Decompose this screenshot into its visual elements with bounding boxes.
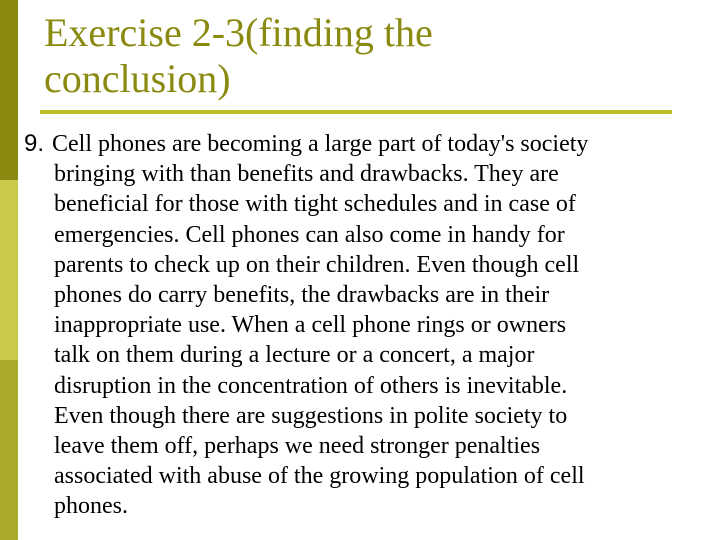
paragraph-line: emergencies. Cell phones can also come in handy for [54, 221, 565, 248]
paragraph-line: phones do carry benefits, the drawbacks are in their [54, 282, 550, 309]
paragraph-line: bringing with than benefits and drawbacks. They are [54, 161, 559, 188]
paragraph-line: phones. [54, 493, 128, 520]
paragraph-line-text: Cell phones are becoming a large part of today's society [52, 131, 589, 157]
slide-title [44, 10, 604, 102]
left-accent-bar [0, 0, 18, 540]
accent-bar-segment-middle [0, 180, 18, 360]
item-number: 9. [24, 130, 45, 157]
title-underline-rule [40, 110, 672, 114]
paragraph-line: beneficial for those with tight schedules and in case of [54, 191, 576, 218]
accent-bar-segment-top [0, 0, 18, 180]
paragraph-line [24, 129, 696, 159]
exercise-paragraph [24, 129, 696, 522]
paragraph-line: Even though there are suggestions in polite society to [54, 402, 568, 429]
paragraph-line: inappropriate use. When a cell phone rings or owners [54, 312, 567, 339]
paragraph-line: talk on them during a lecture or a concert, a major [54, 342, 535, 369]
accent-bar-segment-bottom [0, 360, 18, 540]
slide-title-line-2: conclusion) [44, 56, 231, 101]
paragraph-line: disruption in the concentration of others is inevitable. [54, 372, 568, 399]
paragraph-line: parents to check up on their children. Even though cell [54, 251, 580, 278]
paragraph-line: associated with abuse of the growing population of cell [54, 463, 585, 490]
slide-title-line-1: Exercise 2-3(finding the [44, 10, 433, 55]
paragraph-line: leave them off, perhaps we need stronger penalties [54, 433, 541, 460]
